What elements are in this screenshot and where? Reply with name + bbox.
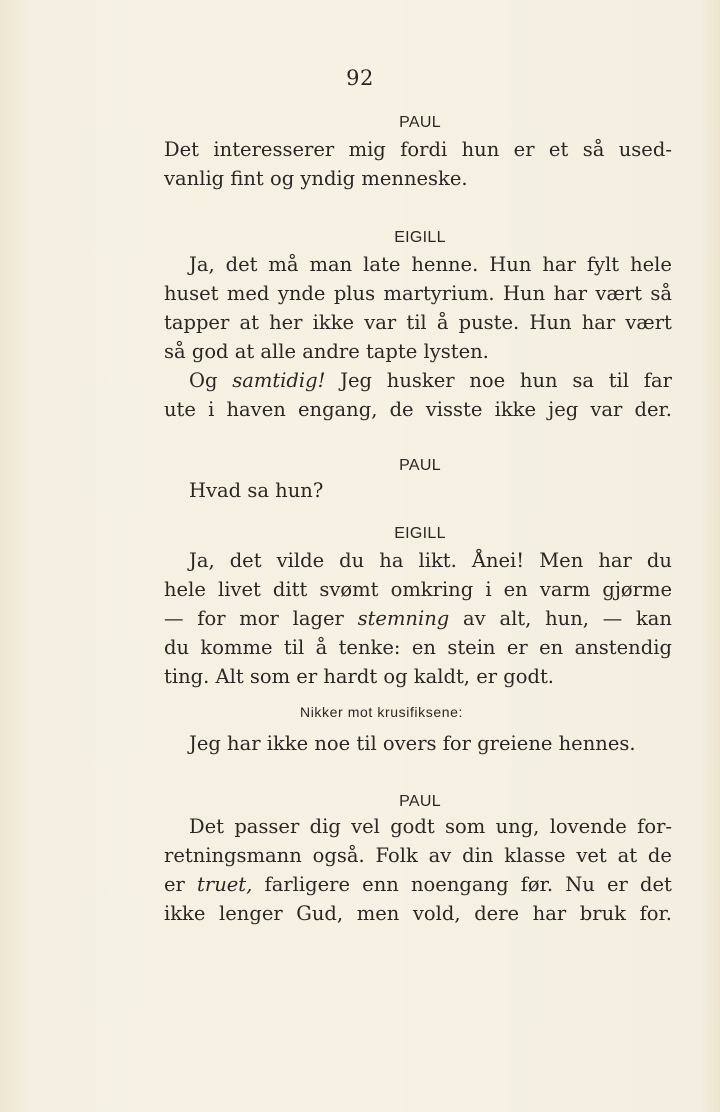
stage-direction: Nikker mot krusifiksene: — [300, 704, 463, 720]
dialogue-line: ikke lenger Gud, men vold, dere har bruk for. — [164, 902, 672, 925]
speaker-name: EIGILL — [394, 229, 446, 246]
dialogue-line: Jeg har ikke noe til overs for greiene hennes. — [189, 732, 636, 755]
dialogue-line: Og samtidig! Jeg husker noe hun sa til far — [189, 369, 672, 392]
dialogue-line: ting. Alt som er hardt og kaldt, er godt. — [164, 665, 554, 688]
speaker-name: PAUL — [399, 457, 441, 474]
dialogue-line: retningsmann også. Folk av din klasse vet at de — [164, 844, 672, 867]
speaker-name: PAUL — [399, 793, 441, 810]
dialogue-line: Det passer dig vel godt som ung, lovende for- — [189, 815, 672, 838]
dialogue-line: hele livet ditt svømt omkring i en varm gjørme — [164, 578, 672, 601]
dialogue-line: er truet, farligere enn noengang før. Nu er det — [164, 873, 672, 896]
dialogue-line: Hvad sa hun? — [189, 479, 324, 502]
dialogue-line: Ja, det må man late henne. Hun har fylt hele — [189, 253, 672, 276]
dialogue-line: Det interesserer mig fordi hun er et så used- — [164, 138, 672, 161]
dialogue-line: vanlig fint og yndig menneske. — [164, 167, 468, 190]
speaker-name: PAUL — [399, 114, 441, 131]
page-number: 92 — [346, 66, 374, 90]
dialogue-line: tapper at her ikke var til å puste. Hun har vært — [164, 311, 672, 334]
dialogue-line: Ja, det vilde du ha likt. Ånei! Men har du — [189, 549, 672, 572]
dialogue-line: ute i haven engang, de visste ikke jeg var der. — [164, 398, 672, 421]
dialogue-line: — for mor lager stemning av alt, hun, — kan — [164, 607, 672, 630]
speaker-name: EIGILL — [394, 525, 446, 542]
dialogue-line: du komme til å tenke: en stein er en anstendig — [164, 636, 672, 659]
dialogue-line: huset med ynde plus martyrium. Hun har vært så — [164, 282, 672, 305]
dialogue-line: så god at alle andre tapte lysten. — [164, 340, 489, 363]
